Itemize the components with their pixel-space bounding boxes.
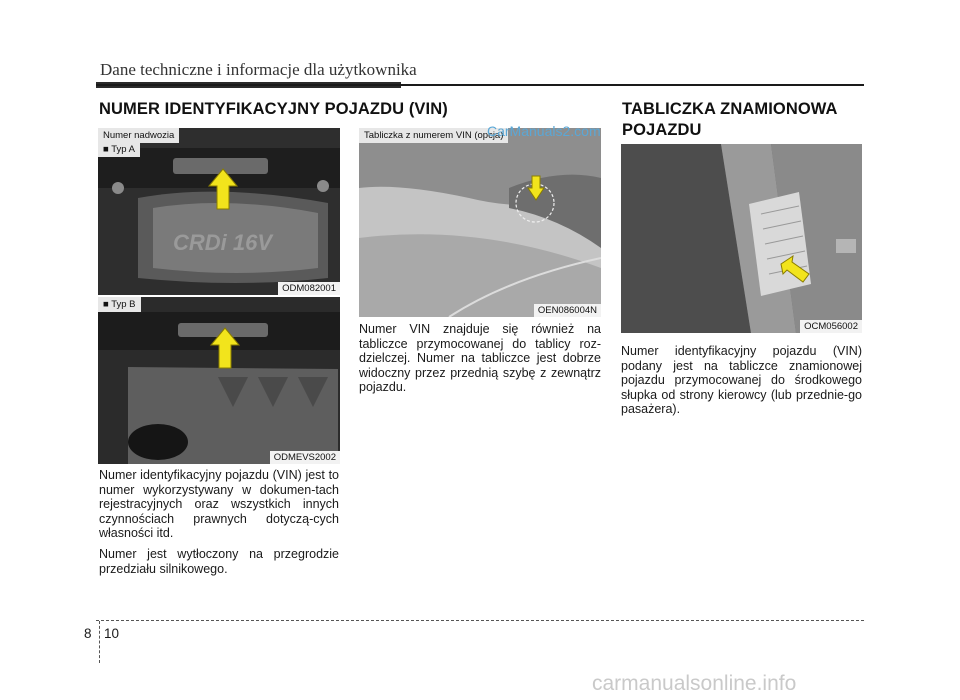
footer-divider xyxy=(99,621,100,663)
engine-photo-type-b xyxy=(98,297,340,464)
svg-text:CRDi 16V: CRDi 16V xyxy=(173,230,273,255)
photo-code: OEN086004N xyxy=(534,304,601,317)
arrow-diagonal-icon xyxy=(779,252,811,286)
photo-code: ODM082001 xyxy=(278,282,340,295)
page-number: 10 xyxy=(104,626,120,641)
engine-photo-type-a xyxy=(98,128,340,295)
arrow-down-icon xyxy=(527,175,545,201)
dashboard-vin-paragraph: Numer VIN znajduje się również na tabliczce przymocowanej do tablicy roz-dzielczej. Numer na tabliczce jest dobrze widoczny przez przednią szybę z zewnątrz pojazdu. xyxy=(359,322,601,395)
pillar-nameplate-photo xyxy=(621,144,862,333)
arrow-up-icon xyxy=(208,168,238,210)
vin-plate-tag: Tabliczka z numerem VIN (opcja) xyxy=(359,128,508,143)
vin-paragraph-2: Numer jest wytłoczony na przegrodzie przedziału silnikowego. xyxy=(99,547,339,576)
dashboard-vin-photo xyxy=(359,128,601,317)
nameplate-heading-line-2: POJAZDU xyxy=(622,121,702,139)
footer-rule xyxy=(96,620,864,621)
arrow-up-icon xyxy=(210,327,240,369)
body-number-tag: Numer nadwozia xyxy=(98,128,179,143)
nameplate-paragraph: Numer identyfikacyjny pojazdu (VIN) podany jest na tabliczce znamionowej pojazdu przymocowanej do środkowego słupka od strony kierowcy (lub przednie-go pasażera). xyxy=(621,344,862,417)
vin-heading: NUMER IDENTYFIKACYJNY POJAZDU (VIN) xyxy=(99,100,448,118)
photo-code: OCM056002 xyxy=(800,320,862,333)
watermark-bottom: carmanualsonline.info xyxy=(592,672,797,695)
page-header-title: Dane techniczne i informacje dla użytkownika xyxy=(100,60,417,79)
nameplate-heading-line-1: TABLICZKA ZNAMIONOWA xyxy=(622,100,838,118)
type-a-tag: ■ Typ A xyxy=(98,142,140,157)
watermark-top: CarManuals2.com xyxy=(487,123,601,139)
type-b-tag: ■ Typ B xyxy=(98,297,141,312)
photo-code: ODMEVS2002 xyxy=(270,451,340,464)
vin-paragraph-1: Numer identyfikacyjny pojazdu (VIN) jest to numer wykorzystywany w dokumen-tach rejestracyjnych oraz wszystkich innych czynnościach prawnych dotyczą-cych własności itd. xyxy=(99,468,339,541)
chapter-number: 8 xyxy=(84,626,92,641)
header-rule xyxy=(96,84,864,86)
